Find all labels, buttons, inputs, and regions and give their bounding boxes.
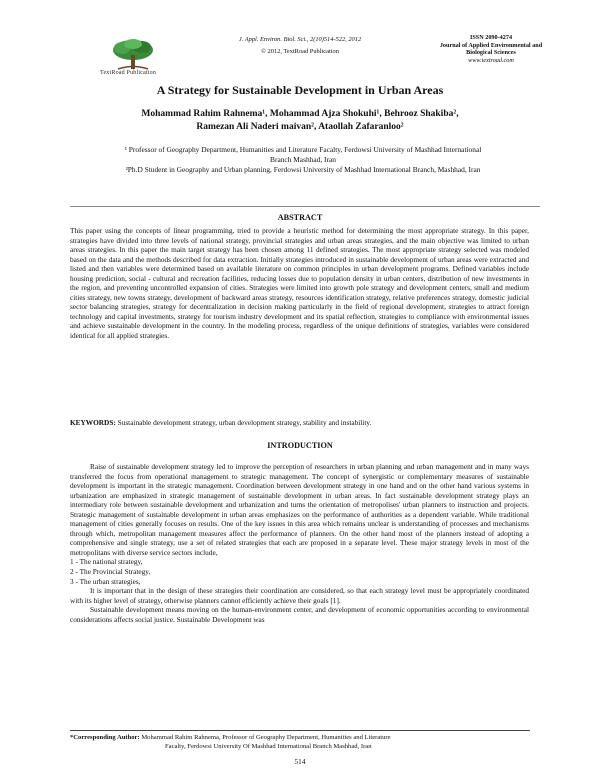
tree-logo-icon [108,38,158,72]
header-citation-block [200,34,400,58]
list-item: 3 - The urban strategies, [70,576,141,586]
introduction-body [70,462,529,624]
authors-line-2: Ramezan Ali Naderi maivan², Ataollah Zafaranloo² [196,122,404,132]
affiliations [118,145,488,175]
list-item: 1 - The national strategy, [70,557,143,567]
affiliation-2: ²Ph.D Student in Geography and Urban planning, Ferdowsi University of Mashhad International Branch, Mashhad, Iran [125,165,481,174]
intro-paragraph-2: It is important that in the design of these strategies their coordination are considered, so that each strategy level must be appropriately coordinated with its higher level of strategy, otherwise planners cannot efficiently achieve their goals [1]. [70,586,529,605]
footnote-line-1: Mohammad Rahim Rahnema, Professor of Geography Department, Humanities and Literature [139,734,391,741]
intro-paragraph-1: Raise of sustainable development strategy led to improve the perception of researchers in urban planning and urban management and in many ways transferred the focus from operational management to strategic management. The concept of synergistic or complementary measures of sustainable development is important in the strategic management. Coordination between development strategy in one hand and on the other hand various systems in urbanization are emphasized in strategic management of sustainable development in urban areas. In fact sustainable development strategy plays an intermediary role between sustainable development and urbanization and turns the orientation of metropolises' urban planners to instruction and projects. Strategic management of sustainable development in urban areas emphasizes on the performance of authorities as a dependent variable. While traditional management of cities generally focuses on results. One of the key issues in this area which remains unclear is understanding of processes and mechanisms through which, metropolitan management measures affect the performance of planners. On the other hand most of the planners instead of adopting a comprehensive and single strategy, use a set of related strategies that each are proposed in a separate level. These major strategy levels in most of the metropolitans with diverse service sectors include, [70,462,529,557]
header-journal-block [426,34,556,64]
journal-url: www.textroad.com [468,56,514,64]
authors-line-1: Mohammad Rahim Rahnema¹, Mohammad Ajza Shokuhi¹, Behrooz Shakiba², [141,109,459,119]
issn: ISSN 2090-4274 [469,34,513,41]
affiliation-1: ¹ Professor of Geography Department, Humanities and Literature Facalty, Ferdowsi University of Mashhad International Branch Mashhad, Iran [124,145,482,164]
abstract-text: This paper using the concepts of linear programming, tried to provide a heuristic method for determining the most appropriate strategy. In this paper, strategies have divided into three levels of national strategy, provincial strategies and urban areas strategies, and the main objective was limited to urban areas strategies. In this paper the main target strategy has been chosen among 11 defined strategies. The most appropriate strategy selected was modeled based on the data and the methods described for data extraction. Initially strategies introduced in sustainable development of urban areas were extracted and listed and then variables were determined based on available literature on common principles in urban development programs. Defined variables include housing prediction, social - cultural and recreation facilities, reducing losses due to population density in urban centers, distribution of new investments in the region, and preventing uncontrolled expansion of cities. Strategies were limited into growth pole strategy and development centers, small and medium cities strategy, new towns strategy, development of backward areas strategy, resources identification strategy, relative preferences strategy, domestic judicial sector balancing strategies, strategy for decentralization in decision making particularly in the field of regional development, strategies to attract foreign technology and capital investments, strategy for tourism industry development and its spatial reflection, strategies to compliance with environmental issues and achieve sustainable development in the country. In the modeling process, regardless of the unique definitions of strategies, variables were considered identical for all applied strategies. [70,226,529,341]
intro-paragraph-3: Sustainable development means moving on the human-environment center, and development of economic opportunities according to environmental considerations affects social justice. Sustainable Development was [70,605,529,624]
footnote-label: *Corresponding Author: [70,734,140,741]
footnote-line-2: Facalty, Ferdowsi University Of Mashhad International Branch Mashhad, Iran [165,743,372,750]
footnote-divider [70,730,530,731]
abstract-heading: ABSTRACT [277,213,323,222]
paper-title: A Strategy for Sustainable Development in Urban Areas [156,83,444,97]
keywords-label: KEYWORDS: [70,418,116,427]
page-number: 514 [294,757,306,766]
journal-name: Journal of Applied Environmental and Biological Sciences [439,41,543,57]
logo-text: TextRoad Publication [100,70,157,76]
corresponding-author-footnote [70,733,530,751]
copyright-line: © 2012, TextRoad Publication [261,48,339,55]
header-divider [70,206,540,207]
author-list [40,108,560,134]
list-item: 2 - The Provincial Strategy, [70,567,151,577]
introduction-heading: INTRODUCTION [267,441,333,450]
keywords [70,418,529,428]
journal-citation: J. Appl. Environ. Biol. Sci., 2(10)514-522, 2012 [238,36,362,43]
keywords-text: Sustainable development strategy, urban development strategy, stability and instability. [115,418,372,427]
